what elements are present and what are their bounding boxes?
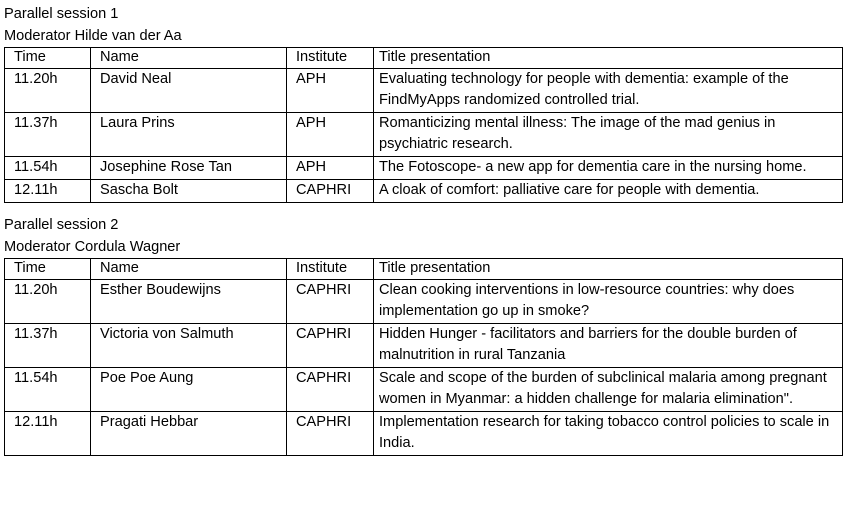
institute-cell: CAPHRI [287,180,374,203]
column-header-time: Time [5,48,91,69]
name-cell: Poe Poe Aung [91,368,287,412]
institute-cell: CAPHRI [287,368,374,412]
name-cell: Josephine Rose Tan [91,157,287,180]
name-cell: Victoria von Salmuth [91,324,287,368]
document-page [4,4,842,468]
institute-cell: APH [287,113,374,157]
session-1 [4,4,842,203]
name-cell: Laura Prins [91,113,287,157]
institute-cell: CAPHRI [287,412,374,456]
column-header-name: Name [91,48,287,69]
time-cell: 11.20h [5,69,91,113]
name-cell: Pragati Hebbar [91,412,287,456]
time-cell: 12.11h [5,180,91,203]
session-title: Parallel session 2 [4,217,119,233]
table-row [5,412,843,456]
table-row [5,113,843,157]
column-header-name: Name [91,259,287,280]
table-row [5,324,843,368]
time-cell: 11.37h [5,324,91,368]
title-cell: A cloak of comfort: palliative care for people with dementia. [374,180,843,203]
table-row [5,280,843,324]
column-header-time: Time [5,259,91,280]
title-cell: Scale and scope of the burden of subclinical malaria among pregnant women in Myanmar: a hidden challenge for malaria elimination". [374,368,843,412]
institute-cell: CAPHRI [287,324,374,368]
table-header-row [5,259,843,280]
title-cell: Hidden Hunger - facilitators and barriers for the double burden of malnutrition in rural Tanzania [374,324,843,368]
time-cell: 11.54h [5,368,91,412]
title-cell: Evaluating technology for people with dementia: example of the FindMyApps randomized controlled trial. [374,69,843,113]
column-header-title: Title presentation [374,48,843,69]
session-2 [4,215,842,456]
table-row [5,157,843,180]
table-row [5,180,843,203]
title-cell: Clean cooking interventions in low-resource countries: why does implementation go up in smoke? [374,280,843,324]
time-cell: 11.37h [5,113,91,157]
table-header-row [5,48,843,69]
column-header-institute: Institute [287,259,374,280]
institute-cell: APH [287,69,374,113]
table-row [5,69,843,113]
name-cell: Esther Boudewijns [91,280,287,324]
name-cell: Sascha Bolt [91,180,287,203]
time-cell: 12.11h [5,412,91,456]
column-header-title: Title presentation [374,259,843,280]
title-cell: The Fotoscope- a new app for dementia care in the nursing home. [374,157,843,180]
session-moderator: Moderator Cordula Wagner [4,238,181,255]
title-cell: Implementation research for taking tobacco control policies to scale in India. [374,412,843,456]
institute-cell: CAPHRI [287,280,374,324]
time-cell: 11.20h [5,280,91,324]
column-header-institute: Institute [287,48,374,69]
session-moderator: Moderator Hilde van der Aa [4,27,182,44]
session-title: Parallel session 1 [4,6,119,22]
name-cell: David Neal [91,69,287,113]
table-row [5,368,843,412]
schedule-table [4,258,843,456]
schedule-table [4,47,843,203]
title-cell: Romanticizing mental illness: The image of the mad genius in psychiatric research. [374,113,843,157]
institute-cell: APH [287,157,374,180]
time-cell: 11.54h [5,157,91,180]
